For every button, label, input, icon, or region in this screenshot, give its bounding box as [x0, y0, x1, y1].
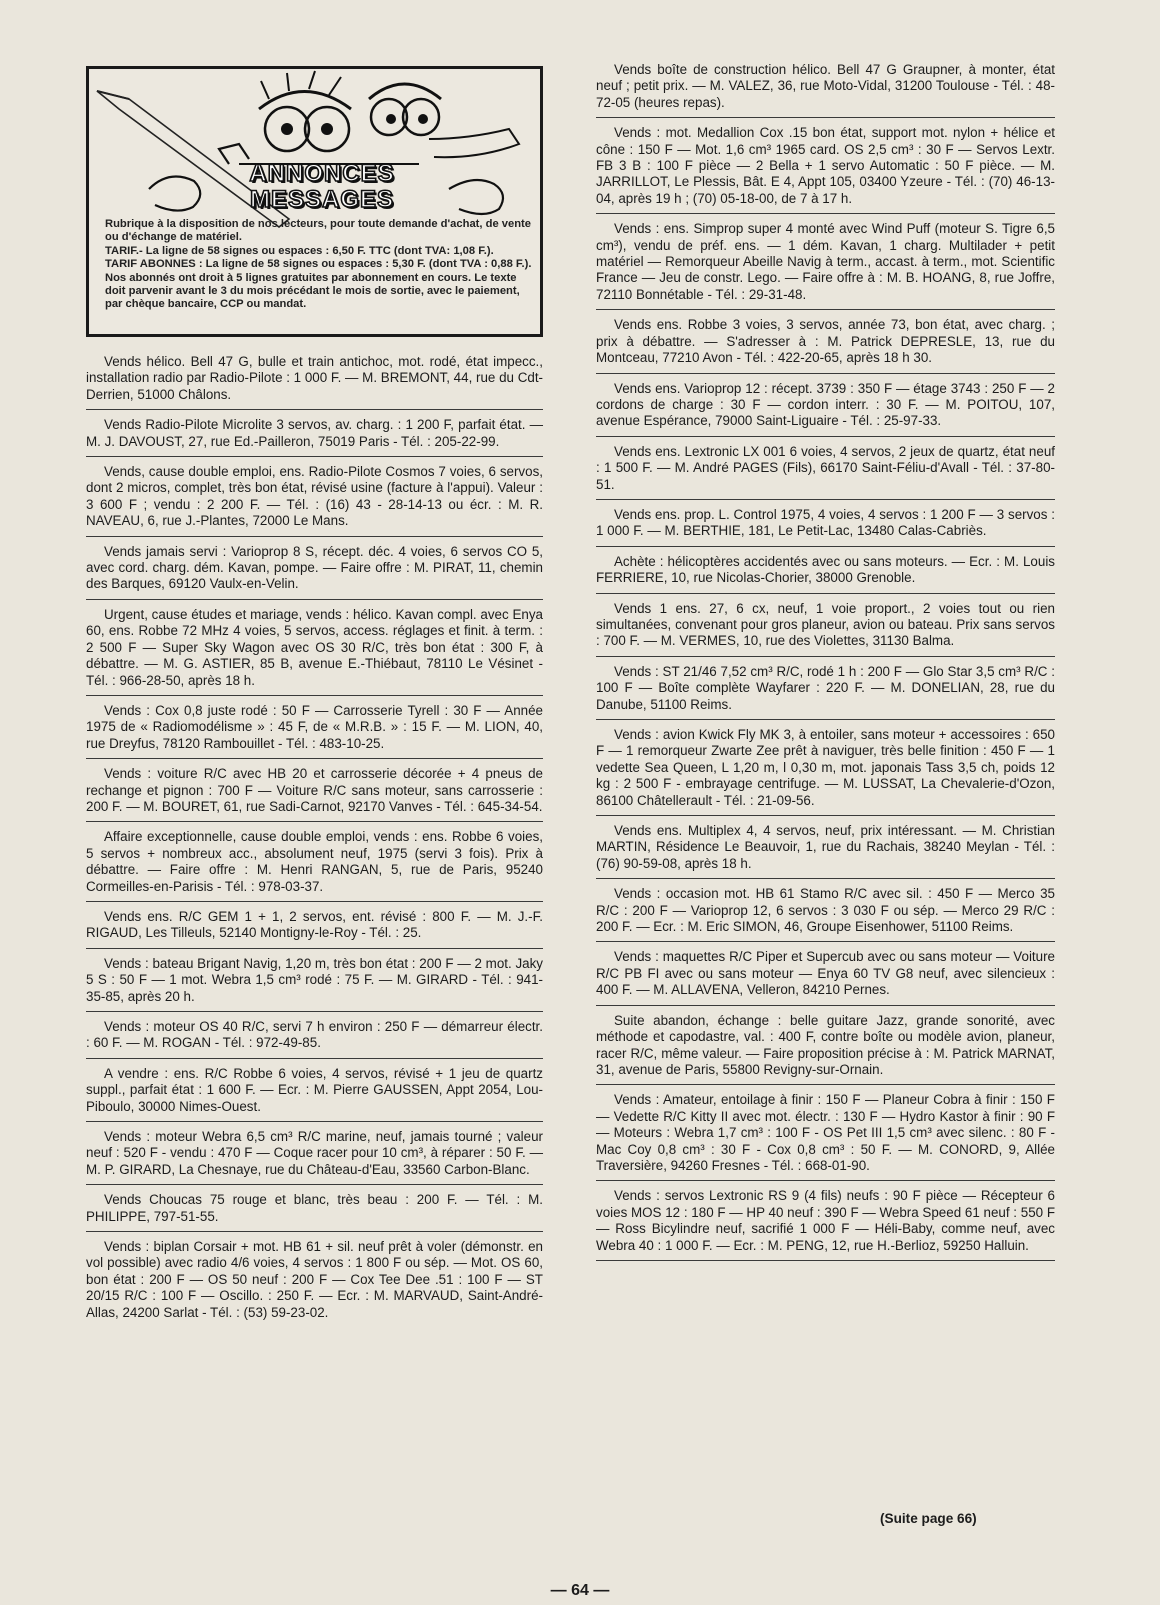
title-block	[207, 161, 437, 213]
classifieds-header	[86, 66, 543, 337]
ad-item: Vends ens. Varioprop 12 : récept. 3739 : 350 F — étage 3743 : 250 F — 2 cordons de charge : 30 F — cordon interr. : 30 F. — M. POITOU, 107, avenue Espérance, 79000 Saint-Liguaire - Tél. : 25-97-33.	[596, 374, 1055, 437]
ad-item: A vendre : ens. R/C Robbe 6 voies, 4 servos, révisé + 1 jeu de quartz suppl., parfait état : 1 600 F. — Ecr. : M. Pierre GAUSSEN, Appt 2054, Lou-Piboulo, 30000 Nimes-Ouest.	[86, 1059, 543, 1122]
ad-item: Affaire exceptionnelle, cause double emploi, vends : ens. Robbe 6 voies, 5 servos + nombreux acc., absolument neuf, 1975 (servi 3 fois). Prix à débattre. — Faire offre : M. Henri RANGAN, 5, rue de Paris, 95240 Cormeilles-en-Parisis - Tél. : 978-03-37.	[86, 822, 543, 902]
ad-item: Vends jamais servi : Varioprop 8 S, récept. déc. 4 voies, 6 servos CO 5, avec cord. charg. dém. Kavan, pompe. — Faire offre : M. PIRAT, 11, chemin des Barques, 69120 Vaulx-en-Velin.	[86, 537, 543, 600]
ad-item: Vends 1 ens. 27, 6 cx, neuf, 1 voie proport., 2 voies tout ou rien simultanées, convenant pour gros planeur, avion ou bateau. Prix sans servos : 700 F. — M. VERMES, 10, rue des Violettes, 31130 Balma.	[596, 594, 1055, 657]
ad-item: Vends : moteur OS 40 R/C, servi 7 h environ : 250 F — démarreur électr. : 60 F. — M. ROGAN - Tél. : 972-49-85.	[86, 1012, 543, 1059]
ad-item: Vends hélico. Bell 47 G, bulle et train antichoc, mot. rodé, état impecc., installation radio par Radio-Pilote : 1 000 F. — M. BREMONT, 44, rue du Cdt-Derrien, 51000 Châlons.	[86, 347, 543, 410]
title-annonces: ANNONCES	[249, 160, 395, 187]
ad-item: Vends : servos Lextronic RS 9 (4 fils) neufs : 90 F pièce — Récepteur 6 voies MOS 12 : 180 F — HP 40 neuf : 390 F — Webra Speed 61 neuf : 550 F — Ross Bicylindre neuf, sacrifié 1 000 F — Héli-Baby, comme neuf, avec Webra 40 : 1 000 F. — Ecr. : M. PENG, 12, rue H.-Berlioz, 59250 Halluin.	[596, 1181, 1055, 1261]
ad-item: Vends : mot. Medallion Cox .15 bon état, support mot. nylon + hélice et cône : 150 F — Mot. 1,6 cm³ 1965 card. OS 2,5 cm³ : 30 F — Servos Lextr. FB 3 B : 100 F pièce — 2 Bella + 1 servo Automatic : 50 F pièce. — M. JARRILLOT, Le Plessis, Bât. E 4, Appt 105, 03400 Yzeure - Tél. : (70) 46-13-04, après 19 h ; (70) 05-18-00, de 7 à 17 h.	[596, 118, 1055, 214]
ad-item: Suite abandon, échange : belle guitare Jazz, grande sonorité, avec méthode et capodastre, val. : 400 F, contre boîte ou modèle avion, planeur, racer R/C, même valeur. — Faire proposition précise à : M. Patrick MARNAT, 31, avenue de Paris, 55800 Revigny-sur-Ornain.	[596, 1006, 1055, 1086]
ad-item: Vends ens. Lextronic LX 001 6 voies, 4 servos, 2 jeux de quartz, état neuf : 1 500 F. — M. André PAGES (Fils), 66170 Saint-Féliu-d'Avall - Tél. : 37-80-51.	[596, 437, 1055, 500]
ad-item: Achète : hélicoptères accidentés avec ou sans moteurs. — Ecr. : M. Louis FERRIERE, 10, rue Nicolas-Chorier, 38000 Grenoble.	[596, 547, 1055, 594]
ad-item: Vends : bateau Brigant Navig, 1,20 m, très bon état : 200 F — 2 mot. Jaky 5 S : 50 F — 1 mot. Webra 1,5 cm³ rodé : 75 F. — M. GIRARD - Tél. : 941-35-85, après 20 h.	[86, 949, 543, 1012]
ad-item: Vends : biplan Corsair + mot. HB 61 + sil. neuf prêt à voler (démonstr. en vol possible) avec radio 4/6 voies, 4 servos : 1 800 F ou sép. — Mot. OS 60, bon état : 200 F — OS 50 neuf : 200 F — Cox Tee Dee .51 : 100 F — ST 20/15 R/C : 100 F — Oscillo. : 250 F. — Ecr. : M. MARVAUD, Saint-André-Allas, 24200 Sarlat - Tél. : (53) 59-23-02.	[86, 1239, 543, 1320]
title-messages: MESSAGES	[249, 186, 395, 213]
continued-note: (Suite page 66)	[880, 1511, 977, 1526]
ad-item: Vends : moteur Webra 6,5 cm³ R/C marine, neuf, jamais tourné ; valeur neuf : 520 F - vendu : 470 F — Coque racer pour 10 cm³, à réparer : 50 F. — M. P. GIRARD, La Chesnaye, rue du Château-d'Eau, 33560 Carbon-Blanc.	[86, 1122, 543, 1185]
tarif-abonnes: TARIF ABONNES : La ligne de 58 signes ou espaces : 5,30 F. (dont TVA : 0,88 F.). Nos abonnés ont droit à 5 lignes gratuites par abonnement en cours. Le texte doit parvenir avant le 3 du mois précédant le mois de sortie, avec le paiement, par chèque bancaire, CCP ou mandat.	[105, 258, 532, 311]
ad-item: Vends Choucas 75 rouge et blanc, très beau : 200 F. — Tél. : M. PHILIPPE, 797-51-55.	[86, 1185, 543, 1232]
left-column	[86, 66, 543, 1327]
ad-item: Vends boîte de construction hélico. Bell 47 G Graupner, à monter, état neuf ; petit prix. — M. VALEZ, 36, rue Moto-Vidal, 31200 Toulouse - Tél. : 48-72-05 (heures repas).	[596, 62, 1055, 118]
ad-item: Vends : avion Kwick Fly MK 3, à entoiler, sans moteur + accessoires : 650 F — 1 remorqueur Zwarte Zee prêt à naviguer, très belle finition : 450 F — 1 vedette Sea Queen, L 1,20 m, l 0,30 m, mot. japonais Tass 3,5 ch, poids 12 kg : 2 500 F - embrayage centrifuge. — M. LUSSAT, La Chevalerie-d'Ozon, 86100 Châtellerault - Tél. : 21-09-56.	[596, 720, 1055, 816]
ad-item: Vends ens. Multiplex 4, 4 servos, neuf, prix intéressant. — M. Christian MARTIN, Résidence Le Beauvoir, 1, rue du Rachais, 38240 Meylan - Tél. : (76) 90-59-08, après 18 h.	[596, 816, 1055, 879]
right-column	[596, 62, 1055, 1261]
ad-item: Vends Radio-Pilote Microlite 3 servos, av. charg. : 1 200 F, parfait état. — M. J. DAVOUST, 27, rue Ed.-Pailleron, 75019 Paris - Tél. : 205-22-99.	[86, 410, 543, 457]
cartoon-illustration	[89, 69, 543, 239]
ad-item: Vends, cause double emploi, ens. Radio-Pilote Cosmos 7 voies, 6 servos, dont 2 micros, complet, très bon état, révisé usine (facture à l'appui). Valeur : 3 600 F ; vendu : 2 200 F. — Tél. : (16) 43 - 28-14-13 ou écr. : M. R. NAVEAU, 6, rue J.-Plantes, 72000 Le Mans.	[86, 457, 543, 537]
ad-item: Vends : Amateur, entoilage à finir : 150 F — Planeur Cobra à finir : 150 F — Vedette R/C Kitty II avec mot. électr. : 130 F — Hydro Kastor à finir : 90 F — Moteurs : Webra 1,7 cm³ : 100 F - OS Pet III 1,5 cm³ avec silenc. : 80 F - Mac Coy 0,8 cm³ : 30 F - Cox 0,8 cm³ : 50 F. — M. CONORD, 9, Allée Traversière, 94260 Fresnes - Tél. : 668-01-90.	[596, 1085, 1055, 1181]
ad-item: Vends : ST 21/46 7,52 cm³ R/C, rodé 1 h : 200 F — Glo Star 3,5 cm³ R/C : 100 F — Boîte complète Wayfarer : 220 F. — M. DONELIAN, 28, rue du Danube, 51100 Reims.	[596, 657, 1055, 720]
page-number: — 64 —	[550, 1582, 610, 1599]
ad-item: Vends ens. R/C GEM 1 + 1, 2 servos, ent. révisé : 800 F. — M. J.-F. RIGAUD, Les Tilleuls, 52140 Montigny-le-Roy - Tél. : 25.	[86, 902, 543, 949]
tarif-line: TARIF.- La ligne de 58 signes ou espaces : 6,50 F. TTC (dont TVA: 1,08 F.).	[105, 244, 494, 257]
ad-item: Urgent, cause études et mariage, vends : hélico. Kavan compl. avec Enya 60, ens. Robbe 72 MHz 4 voies, 5 servos, access. réglages et finit. à term. : 2 500 F — Super Sky Wagon avec OS 30 R/C, très bon état : 300 F, à débattre. — M. G. ASTIER, 85 B, avenue E.-Thiébaut, 78110 Le Vésinet - Tél. : 966-28-50, après 18 h.	[86, 600, 543, 696]
ad-item: Vends : occasion mot. HB 61 Stamo R/C avec sil. : 450 F — Merco 35 R/C : 200 F — Varioprop 12, 6 servos : 3 030 F ou sép. — Merco 29 R/C : 200 F. — Ecr. : M. Eric SIMON, 46, Groupe Eisenhower, 51100 Reims.	[596, 879, 1055, 942]
ad-item: Vends : ens. Simprop super 4 monté avec Wind Puff (moteur S. Tigre 6,5 cm³), vendu de préf. ens. — 1 dém. Kavan, 1 charg. Multilader + petit matériel — Remorqueur Abeille Navig à term., accast. à term., mot. Scientific France — Jeu de constr. Lego. — Faire offre à : M. B. HOANG, 8, rue Joffre, 72110 Bonnétable - Tél. : 29-31-48.	[596, 214, 1055, 310]
ad-item: Vends : Cox 0,8 juste rodé : 50 F — Carrosserie Tyrell : 30 F — Année 1975 de « Radiomodélisme » : 45 F, de « M.R.B. » : 15 F. — M. LION, 40, rue Dreyfus, 78120 Rambouillet - Tél. : 483-10-25.	[86, 696, 543, 759]
ad-item: Vends : maquettes R/C Piper et Supercub avec ou sans moteur — Voiture R/C PB FI avec ou sans moteur — Enya 60 TV G8 neuf, avec silencieux : 400 F. — M. ALLAVENA, Velleron, 84210 Pernes.	[596, 942, 1055, 1005]
ad-item: Vends : voiture R/C avec HB 20 et carrosserie décorée + 4 pneus de rechange et pignon : 700 F — Voiture R/C sans moteur, sans carrosserie : 200 F. — M. BOURET, 61, rue Sadi-Carnot, 92170 Vanves - Tél. : 645-34-54.	[86, 759, 543, 822]
ad-item: Vends ens. prop. L. Control 1975, 4 voies, 4 servos : 1 200 F — 3 servos : 1 000 F. — M. BERTHIE, 181, Le Petit-Lac, 13480 Calas-Cabriès.	[596, 500, 1055, 547]
ad-item: Vends ens. Robbe 3 voies, 3 servos, année 73, bon état, avec charg. ; prix à débattre. — S'adresser à : M. Patrick DEPRESLE, 13, rue du Montceau, 77210 Avon - Tél. : 422-20-65, après 18 h 30.	[596, 310, 1055, 373]
rubrique-text	[105, 218, 535, 312]
rubrique-intro: Rubrique à la disposition de nos lecteurs, pour toute demande d'achat, de vente ou d'échange de matériel.	[105, 218, 531, 244]
